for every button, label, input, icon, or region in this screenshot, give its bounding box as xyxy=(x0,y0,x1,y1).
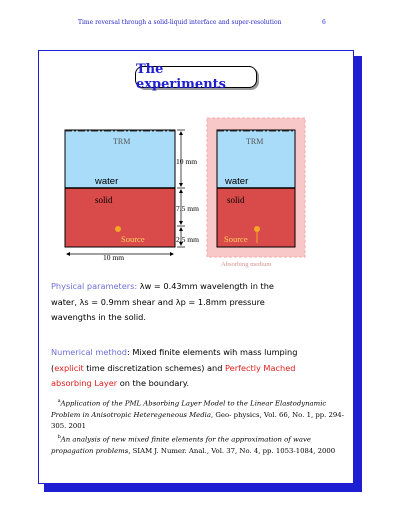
footnote-b-mark: b xyxy=(57,434,61,440)
pml-term-2: absorbing Layer xyxy=(51,378,118,388)
right-trm-label: TRM xyxy=(246,137,264,146)
footnote-a xyxy=(51,396,349,433)
left-solid-label: solid xyxy=(95,195,113,205)
right-water-label: water xyxy=(225,176,249,187)
footnote-b xyxy=(51,432,349,457)
left-solid-region xyxy=(65,188,175,247)
footnote-a-rest2: physics, Vol. 66, No. 1, pp. 294-305. 2001 xyxy=(51,410,345,431)
slide-title: The experiments xyxy=(136,62,226,92)
numerical-line2: time discretization schemes) and xyxy=(83,362,223,373)
explicit-term: explicit xyxy=(54,362,84,373)
footnote-b-rest: , SIAM J. Numer. Anal., Vol. 37, No. 4, pp. 1053-1084, 2000 xyxy=(128,446,336,455)
physical-parameters xyxy=(51,279,347,326)
right-source-label: Source xyxy=(224,234,248,244)
dim-label-7-5mm: 7.5 mm xyxy=(176,204,199,213)
footnote-a-rest1: , Geo- xyxy=(211,410,232,419)
physical-line2: water, λs = 0.9mm shear and λp = 1.8mm pressure xyxy=(51,296,265,307)
footnote-a-title: Application of the PML Absorbing Layer Model to the Linear Elastodynamic Problem in Anisotropic Heteregeneous Media xyxy=(51,399,327,419)
page-number: 6 xyxy=(322,19,326,26)
footnote-a-mark: a xyxy=(57,398,61,404)
left-source-label: Source xyxy=(121,234,145,244)
left-source-dot xyxy=(115,226,121,232)
right-solid-label: solid xyxy=(227,195,245,205)
experiment-figure xyxy=(39,51,355,281)
numerical-line1: : Mixed finite elements wih mass lumping xyxy=(126,347,298,357)
physical-line3: wavengths in the solid. xyxy=(51,312,146,322)
right-source-dot xyxy=(254,226,260,232)
dim-label-width: 10 mm xyxy=(103,253,125,262)
left-water-label: water xyxy=(95,176,119,187)
numerical-line3: on the boundary. xyxy=(117,378,190,388)
physical-label: Physical parameters: xyxy=(51,281,138,291)
header-title: Time reversal through a solid-liquid interface and super-resolution xyxy=(78,19,282,26)
numerical-label: Numerical method xyxy=(51,347,127,357)
slide xyxy=(38,50,354,484)
absorbing-medium-label: Absorbing medium xyxy=(221,261,272,268)
left-trm-label: TRM xyxy=(113,137,131,146)
numerical-paren: ( xyxy=(51,362,55,373)
physical-line1: λw = 0.43mm wavelength in the xyxy=(139,281,274,291)
pml-term-1: Perfectly Mached xyxy=(225,362,296,373)
footnote-b-title: An analysis of new mixed finite elements for the approximation of wave propagation problems xyxy=(51,435,311,455)
dim-label-10mm: 10 mm xyxy=(176,157,198,166)
dim-label-2-5mm: 2.5 mm xyxy=(176,235,199,244)
numerical-method xyxy=(51,345,347,392)
